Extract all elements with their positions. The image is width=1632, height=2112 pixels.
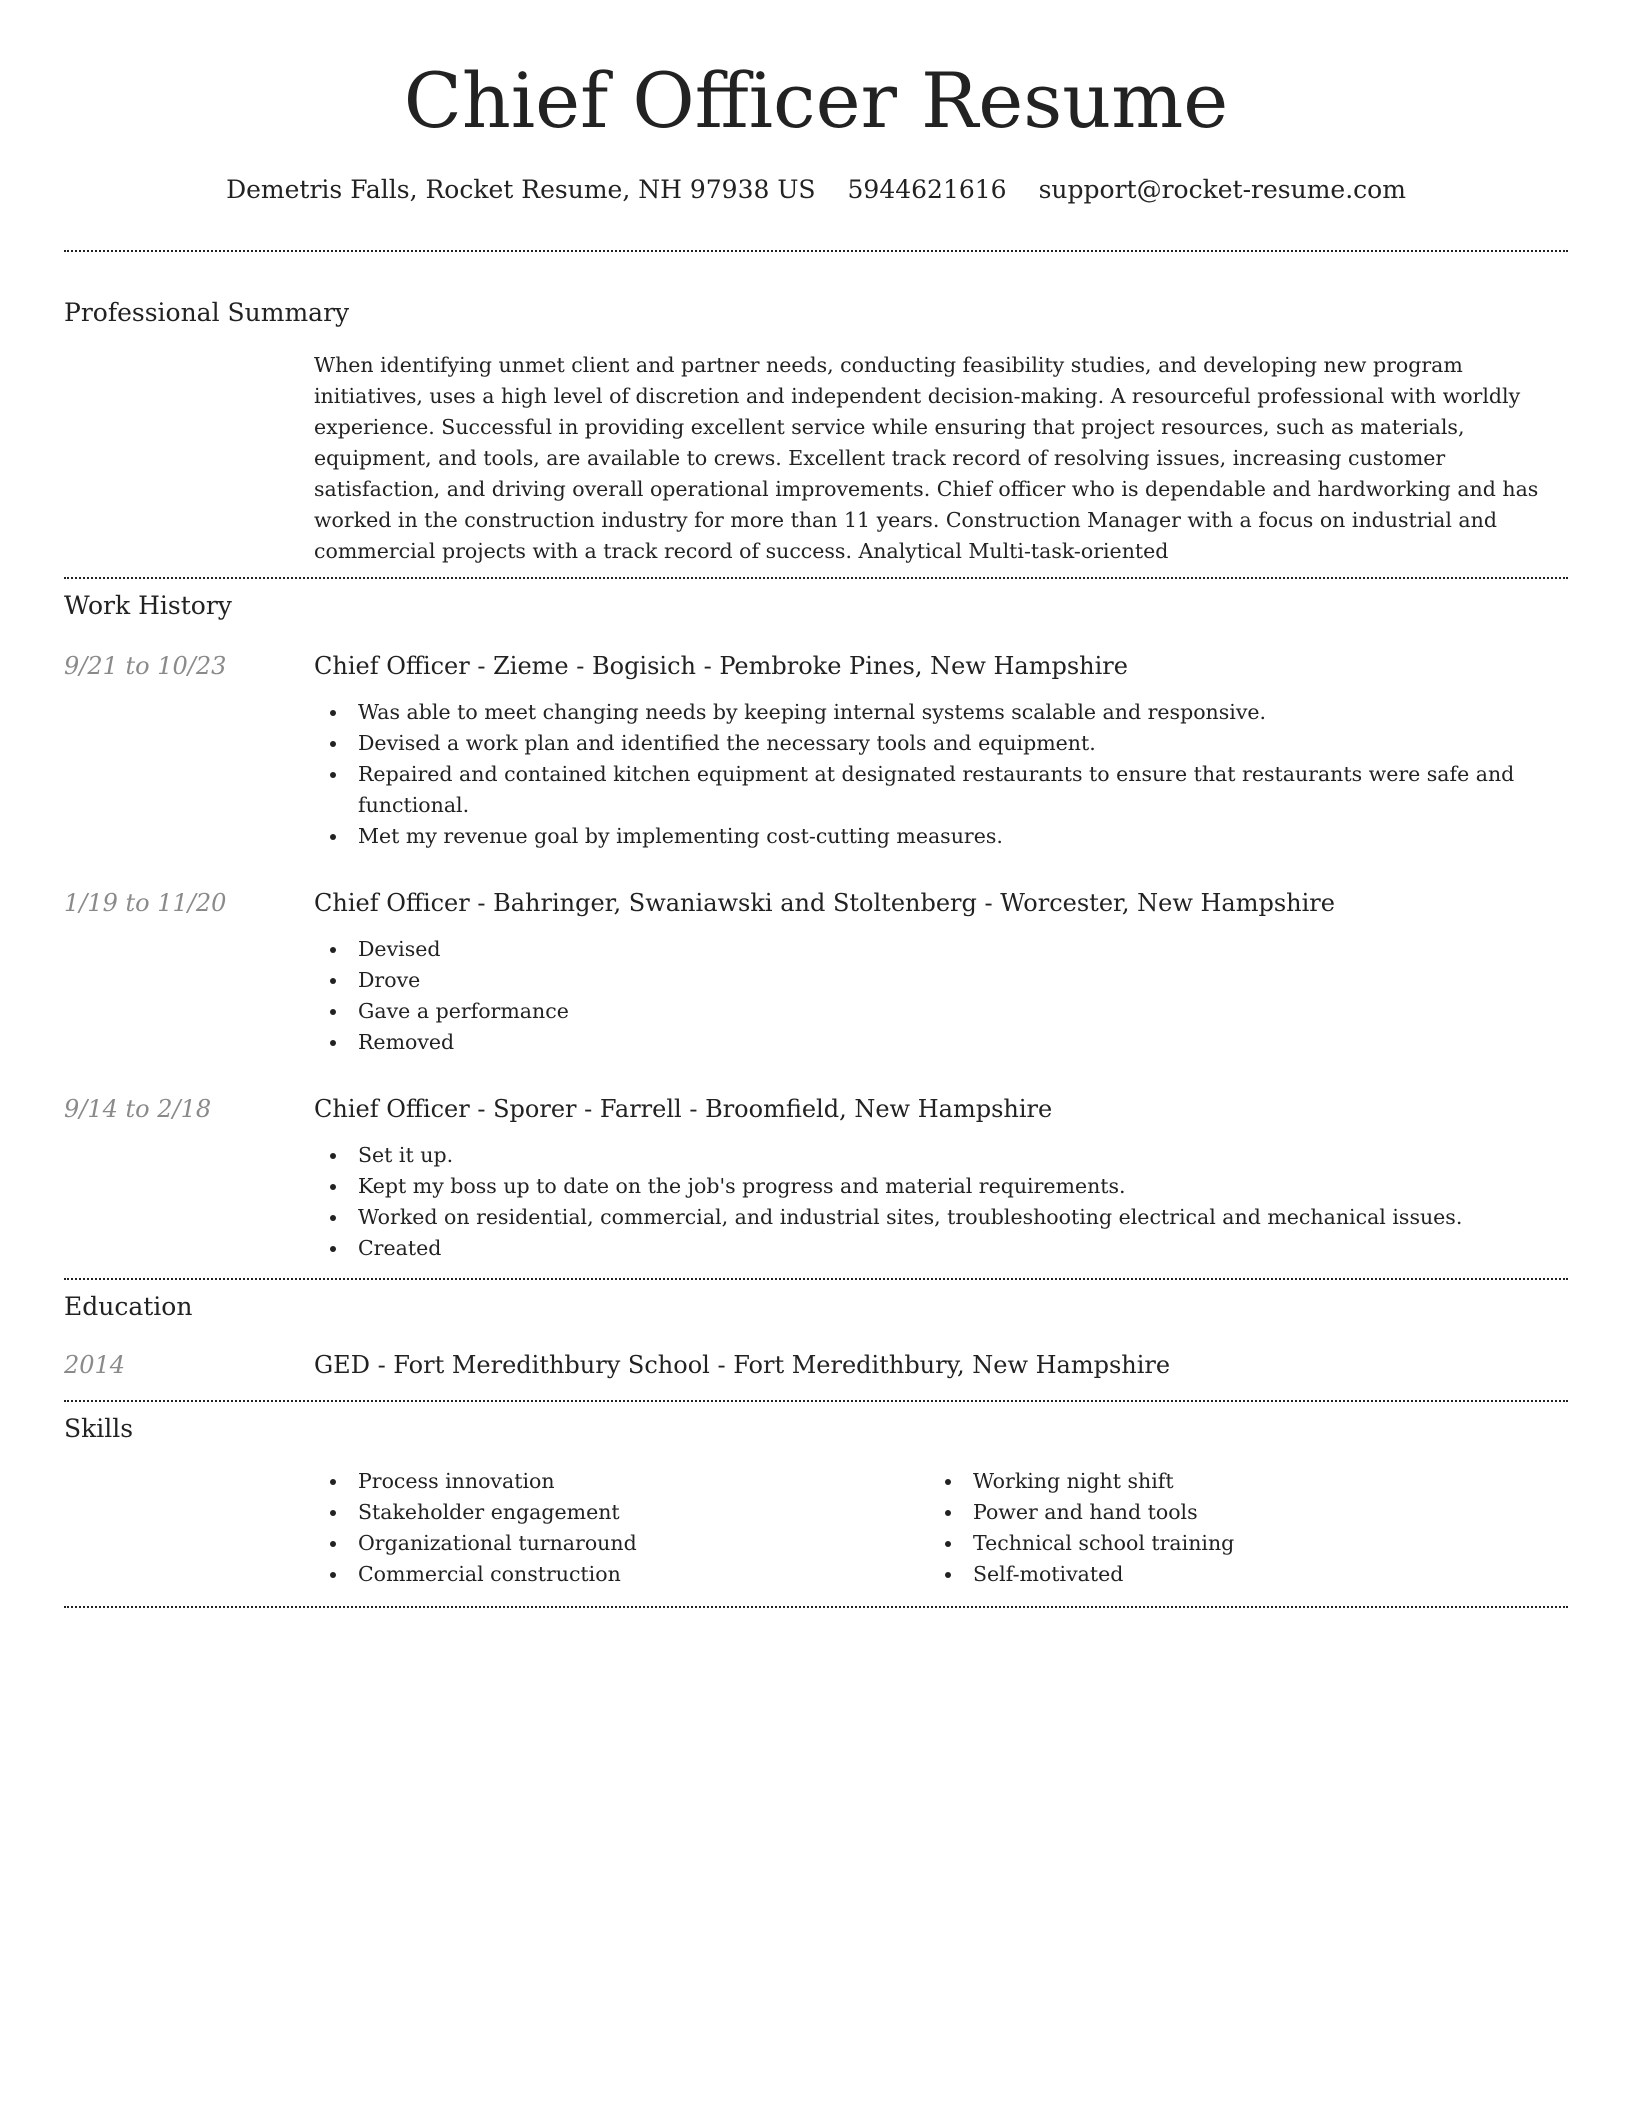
divider xyxy=(64,1400,1568,1402)
skill-item: Organizational turnaround xyxy=(314,1528,929,1559)
list-item: Devised a work plan and identified the necessary tools and equipment. xyxy=(314,728,1568,759)
job-dates: 1/19 to 11/20 xyxy=(64,889,227,917)
list-item: Worked on residential, commercial, and industrial sites, troubleshooting electrical and mechanical issues. xyxy=(314,1202,1568,1233)
list-item: Devised xyxy=(314,934,1568,965)
contact-phone: 5944621616 xyxy=(847,175,1007,204)
divider xyxy=(64,250,1568,252)
skills-column-right xyxy=(929,1466,1544,1590)
contact-line xyxy=(64,170,1568,210)
job-bullets xyxy=(314,934,1568,1058)
skill-item: Process innovation xyxy=(314,1466,929,1497)
education-entry xyxy=(64,1348,1568,1382)
resume-page xyxy=(64,0,1568,1608)
divider xyxy=(64,1278,1568,1280)
list-item: Met my revenue goal by implementing cost-cutting measures. xyxy=(314,821,1568,852)
job-heading: Chief Officer - Zieme - Bogisich - Pembroke Pines, New Hampshire xyxy=(314,652,1128,680)
skill-item: Power and hand tools xyxy=(929,1497,1544,1528)
section-title-work-history: Work History xyxy=(64,591,232,620)
section-title-education: Education xyxy=(64,1292,193,1321)
job-entry xyxy=(64,886,1568,1058)
list-item: Set it up. xyxy=(314,1140,1568,1171)
skill-item: Self-motivated xyxy=(929,1559,1544,1590)
list-item: Drove xyxy=(314,965,1568,996)
section-title-skills: Skills xyxy=(64,1414,134,1443)
job-entry xyxy=(64,649,1568,852)
list-item: Created xyxy=(314,1233,1568,1264)
resume-title: Chief Officer Resume xyxy=(403,56,1229,145)
list-item: Kept my boss up to date on the job's progress and material requirements. xyxy=(314,1171,1568,1202)
job-entry xyxy=(64,1092,1568,1264)
list-item: Was able to meet changing needs by keeping internal systems scalable and responsive. xyxy=(314,697,1568,728)
job-heading: Chief Officer - Sporer - Farrell - Broomfield, New Hampshire xyxy=(314,1095,1053,1123)
summary-text: When identifying unmet client and partner needs, conducting feasibility studies, and developing new program initiatives, uses a high level of discretion and independent decision-making. A resourceful professional with worldly experience. Successful in providing excellent service while ensuring that project resources, such as materials, equipment, and tools, are available to crews. Excellent track record of resolving issues, increasing customer satisfaction, and driving overall operational improvements. Chief officer who is dependable and hardworking and has worked in the construction industry for more than 11 years. Construction Manager with a focus on industrial and commercial projects with a track record of success. Analytical Multi-task-oriented xyxy=(314,353,1539,563)
skill-item: Working night shift xyxy=(929,1466,1544,1497)
job-dates: 9/14 to 2/18 xyxy=(64,1095,212,1123)
skill-item: Technical school training xyxy=(929,1528,1544,1559)
job-dates: 9/21 to 10/23 xyxy=(64,652,227,680)
education-heading: GED - Fort Meredithbury School - Fort Meredithbury, New Hampshire xyxy=(314,1351,1171,1379)
list-item: Repaired and contained kitchen equipment at designated restaurants to ensure that restaurants were safe and functional. xyxy=(314,759,1568,821)
skill-item: Stakeholder engagement xyxy=(314,1497,929,1528)
contact-email: support@rocket-resume.com xyxy=(1038,175,1406,204)
divider xyxy=(64,577,1568,579)
job-bullets xyxy=(314,697,1568,852)
job-heading: Chief Officer - Bahringer, Swaniawski and Stoltenberg - Worcester, New Hampshire xyxy=(314,889,1335,917)
skills-list xyxy=(314,1466,1568,1590)
skill-item: Commercial construction xyxy=(314,1559,929,1590)
divider xyxy=(64,1606,1568,1608)
job-bullets xyxy=(314,1140,1568,1264)
list-item: Gave a performance xyxy=(314,996,1568,1027)
contact-address: Demetris Falls, Rocket Resume, NH 97938 US xyxy=(226,175,816,204)
skills-column-left xyxy=(314,1466,929,1590)
education-year: 2014 xyxy=(64,1351,126,1379)
list-item: Removed xyxy=(314,1027,1568,1058)
section-title-summary: Professional Summary xyxy=(64,298,350,327)
